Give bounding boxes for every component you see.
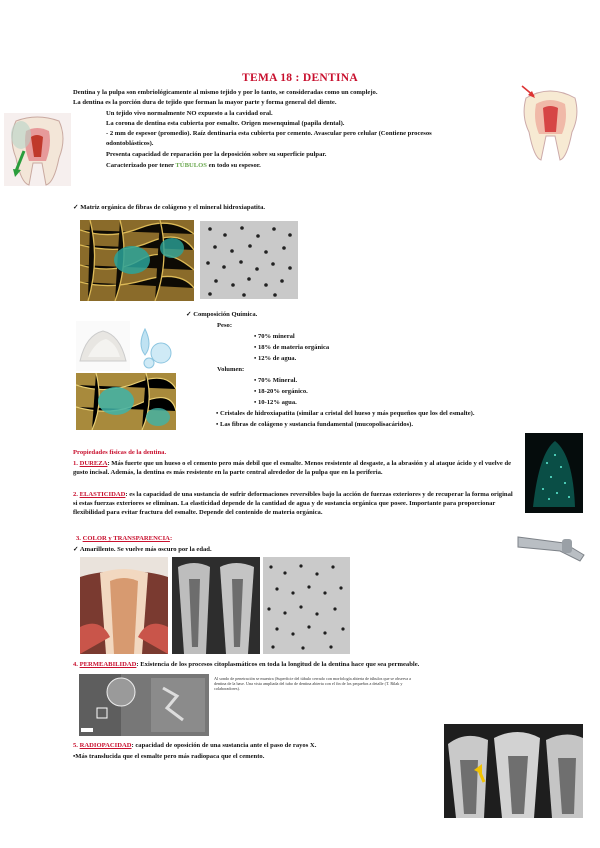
- molar-radiograph: [444, 724, 583, 818]
- check-icon: ✓: [73, 204, 81, 211]
- tooth-diagram-image: [518, 82, 583, 162]
- weight-label: Peso:: [217, 322, 233, 329]
- volume-item-3: • 10-12% agua.: [254, 399, 297, 406]
- feature-line-1: Un tejido vivo normalmente NO expuesto a la cavidad oral.: [106, 110, 273, 117]
- color-text: Amarillento. Se vuelve más oscuro por la edad.: [79, 546, 212, 553]
- weight-item-3: • 12% de agua.: [254, 355, 297, 362]
- weight-item-1: • 70% mineral: [254, 333, 295, 340]
- dental-handpiece-image: [514, 521, 590, 565]
- property-text: : capacidad de oposición de una sustancia ante el paso de rayos X.: [131, 742, 317, 749]
- water-drops-image: [131, 323, 176, 371]
- composition-note-1: • Cristales de hidroxiapatita (similar a cristal del hueso y más pequeños que los del esmalte).: [216, 410, 475, 417]
- property-label: PERMEABILIDAD: [79, 661, 137, 668]
- property-hardness: [73, 459, 513, 477]
- property-permeability: [73, 660, 419, 669]
- composition-heading: [186, 310, 257, 319]
- intro-line-1: Dentina y la pulpa son embriológicamente al mismo tejido y por lo tanto, se consideradas como un complejo.: [73, 89, 378, 96]
- sem-permeability-micrograph: [79, 674, 209, 736]
- property-elasticity: [73, 490, 513, 517]
- property-text: : Existencia de los procesos citoplasmáticos en toda la longitud de la dentina hace que sea permeable.: [136, 661, 420, 668]
- volume-item-1: • 70% Mineral.: [254, 377, 298, 384]
- radiopacity-line: •Más translucida que el esmalte pero más radiopaca que el cemento.: [73, 753, 265, 760]
- volume-label: Volumen:: [217, 366, 245, 373]
- dental-radiograph-1: [172, 557, 260, 654]
- feature-line-4: odontoblásticos).: [106, 140, 154, 147]
- matrix-line: [73, 203, 265, 212]
- organic-matrix-image: [76, 373, 176, 430]
- dentin-tubules-micrograph: [200, 221, 298, 299]
- property-number: 5.: [73, 742, 78, 749]
- composition-heading-text: Composición Química.: [193, 311, 258, 318]
- matrix-text: Matriz orgánica de fibras de colágeno y el mineral hidroxiapatita.: [80, 204, 266, 211]
- fluorescent-tubules-image: [525, 433, 583, 513]
- feature-line-5: Presenta capacidad de reparación por la deposición sobre su superficie pulpar.: [106, 151, 327, 158]
- collagen-fibers-micrograph: [80, 220, 194, 301]
- check-icon: ✓: [73, 546, 80, 553]
- tubulos-highlight: TÚBULOS: [175, 162, 207, 169]
- property-number: 4.: [73, 661, 78, 668]
- tooth-section-photo: [80, 557, 168, 654]
- property-color: [76, 534, 172, 543]
- tubulos-prefix: Caracterizado por tener: [106, 162, 174, 169]
- property-number: 1.: [73, 460, 78, 467]
- feature-line-3: - 2 mm de espesor (promedio). Raíz dentinaria esta cubierta por cemento. Avascular pero celular (Contiene procesos: [106, 130, 432, 137]
- feature-line-2: La corona de dentina esta cubierta por esmalte. Origen mesenquimal (papila dental).: [106, 120, 345, 127]
- volume-item-2: • 18-20% orgánico.: [254, 388, 308, 395]
- tooth-cross-section-image: [4, 113, 71, 186]
- permeability-caption: Al sondo de penetración se muestra (Superficie del túbulo cerrado con morfología abierta de túbulos que se observa a dentina de la base. Una vista ampliada del tubo de dentina abierta con el fin de los pequeños a detalle (T. Rilak y colaboradores).: [214, 676, 411, 692]
- property-text: : es la capacidad de una sustancia de sufrir deformaciones reversibles bajo la acción de fuerzas exteriores y de recuperar la forma original si estas fuerzas exteriores se eliminan. La elasticidad depende de la cantidad de agua y de sustancia orgánica que posee. Importante para proporcionar flexibilidad para evitar fractura del esmalte. Depende del contenido de materia orgánica.: [73, 491, 513, 516]
- property-number: 3.: [76, 535, 81, 542]
- color-line: [73, 545, 212, 554]
- property-label: RADIOPACIDAD: [79, 742, 132, 749]
- property-label: DUREZA: [79, 460, 108, 467]
- property-label: COLOR y TRANSPARENCIA: [82, 535, 170, 542]
- properties-heading: Propiedades físicas de la dentina.: [73, 449, 167, 456]
- property-label: ELASTICIDAD: [79, 491, 126, 498]
- tubulos-suffix: en todo su espesor.: [208, 162, 261, 169]
- property-radiopacity: [73, 741, 316, 750]
- check-icon: ✓: [186, 311, 194, 318]
- tubules-micrograph-2: [263, 557, 350, 654]
- weight-item-2: • 18% de materia orgánica: [254, 344, 330, 351]
- property-tail: :: [169, 535, 173, 542]
- composition-note-2: • Las fibras de colágeno y sustancia fundamental (mucopolisacáridos).: [216, 421, 414, 428]
- property-text: : Más fuerte que un hueso o el cemento pero más debil que el esmalte. Menos resistente al desgaste, a la abrasión y al ataque ácido y el vuelve de gusto incisal. Además, la dentina es más resistente en la parte central alrededor de la pulpa que en la periferia.: [73, 460, 512, 476]
- page-title: TEMA 18 : DENTINA: [242, 72, 358, 84]
- property-number: 2.: [73, 491, 78, 498]
- tubulos-line: [106, 161, 261, 170]
- hydroxyapatite-powder-image: [76, 321, 130, 371]
- intro-line-2: La dentina es la porción dura de tejido que forman la mayor parte y forma general del diente.: [73, 99, 337, 106]
